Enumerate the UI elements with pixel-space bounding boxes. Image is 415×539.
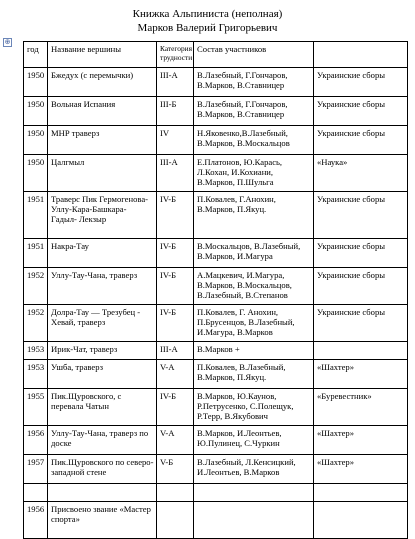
header-members: Состав участников [194, 42, 314, 68]
cell-notes: «Шахтер» [314, 455, 408, 484]
cell-members: А.Мацкевич, И.Магура, В.Марков, В.Москальцов, В.Лазебный, В.Степанов [194, 268, 314, 305]
table-row [24, 68, 408, 97]
cell-members: Е.Платонов, Ю.Карась, Л.Кохан, И.Кохиани, В.Марков, П.Шульга [194, 155, 314, 192]
cell-category [157, 502, 194, 539]
cell-year: 1956 [24, 502, 48, 539]
cell-peak: Вольная Испания [48, 97, 157, 126]
document-title: Книжка Альпиниста (неполная) [132, 8, 283, 20]
cell-peak: Уллу-Тау-Чана, траверз по доске [48, 426, 157, 455]
table-row [24, 502, 408, 539]
cell-notes [314, 502, 408, 539]
cell-notes [314, 484, 408, 502]
table-row [24, 192, 408, 239]
cell-peak: Долра-Тау — Трезубец - Хевай, траверз [48, 305, 157, 342]
cell-notes: Украинские сборы [314, 268, 408, 305]
cell-notes: Украинские сборы [314, 239, 408, 268]
cell-year: 1950 [24, 155, 48, 192]
cell-members: В.Лазебный, Л.Кенсицкий, И.Леонтьев, В.Марков [194, 455, 314, 484]
cell-members: П.Ковалев, Г. Анохин, П.Брусенцов, В.Лазебный, И.Магура, В.Марков [194, 305, 314, 342]
cell-members [194, 502, 314, 539]
cell-notes: Украинские сборы [314, 192, 408, 239]
cell-members: В.Лазебный, Г.Гончаров, В.Марков, В.Ставницер [194, 68, 314, 97]
table-header-row [24, 42, 408, 68]
cell-notes: Украинские сборы [314, 68, 408, 97]
cell-members: П.Ковалев, Г.Анохин, В.Марков, П.Якуц. [194, 192, 314, 239]
cell-peak: Уллу-Тау-Чана, траверз [48, 268, 157, 305]
cell-members: В.Марков, Ю.Каунов, Р.Петрусенко, С.Полещук, Р.Терр, В.Якубович [194, 389, 314, 426]
table-row [24, 268, 408, 305]
cell-members [194, 484, 314, 502]
cell-peak: Накра-Тау [48, 239, 157, 268]
table-row [24, 155, 408, 192]
cell-category: IV-Б [157, 389, 194, 426]
cell-members: В.Москальцов, В.Лазебный, В.Марков, И.Магура [194, 239, 314, 268]
cell-notes: Украинские сборы [314, 97, 408, 126]
cell-peak: Пик.Щуровского по северо-западной стене [48, 455, 157, 484]
cell-year: 1952 [24, 268, 48, 305]
table-row [24, 389, 408, 426]
cell-peak: Цалгмыл [48, 155, 157, 192]
cell-peak: Траверс Пик Гермогенова- Уллу-Кара-Башкара- Гадыл- Лекзыр [48, 192, 157, 239]
table-row [24, 126, 408, 155]
cell-year: 1951 [24, 239, 48, 268]
cell-year: 1952 [24, 305, 48, 342]
table-row [24, 484, 408, 502]
document-subtitle: Марков Валерий Григорьевич [137, 22, 278, 34]
cell-category: IV-Б [157, 239, 194, 268]
cell-notes: «Шахтер» [314, 426, 408, 455]
cell-notes [314, 342, 408, 360]
table-row [24, 426, 408, 455]
cell-peak [48, 484, 157, 502]
cell-category: III-А [157, 342, 194, 360]
cell-members: Н.Яковенко,В.Лазебный, В.Марков, В.Москальцов [194, 126, 314, 155]
cell-notes: «Буревестник» [314, 389, 408, 426]
table-row [24, 360, 408, 389]
cell-notes: «Наука» [314, 155, 408, 192]
cell-year: 1950 [24, 126, 48, 155]
table-row [24, 455, 408, 484]
table-row [24, 342, 408, 360]
cell-peak: Пик.Щуровского, с перевала Чатын [48, 389, 157, 426]
cell-year: 1950 [24, 97, 48, 126]
cell-year: 1956 [24, 426, 48, 455]
cell-category: III-А [157, 155, 194, 192]
cell-peak: Бжедух (с перемычки) [48, 68, 157, 97]
cell-category: IV-Б [157, 305, 194, 342]
cell-notes: Украинские сборы [314, 305, 408, 342]
cell-year: 1953 [24, 360, 48, 389]
cell-members: В.Марков + [194, 342, 314, 360]
cell-category: IV-Б [157, 192, 194, 239]
table-move-handle-icon[interactable]: ⊕ [4, 38, 11, 46]
cell-category: V-А [157, 360, 194, 389]
header-notes [314, 42, 408, 68]
cell-category: III-Б [157, 97, 194, 126]
cell-notes: «Шахтер» [314, 360, 408, 389]
table-row [24, 97, 408, 126]
cell-category: IV [157, 126, 194, 155]
table-row [24, 239, 408, 268]
table-row [24, 305, 408, 342]
cell-year: 1951 [24, 192, 48, 239]
cell-year: 1955 [24, 389, 48, 426]
cell-notes: Украинские сборы [314, 126, 408, 155]
cell-peak: Ирик-Чат, траверз [48, 342, 157, 360]
header-category: Категория трудности [157, 42, 194, 68]
cell-category: V-А [157, 426, 194, 455]
cell-members: В.Лазебный, Г.Гончаров, В.Марков, В.Ставницер [194, 97, 314, 126]
cell-category: V-Б [157, 455, 194, 484]
ascent-log-table [23, 41, 408, 539]
cell-peak: Присвоено звание «Мастер спорта» [48, 502, 157, 539]
cell-year: 1953 [24, 342, 48, 360]
header-peak: Название вершины [48, 42, 157, 68]
cell-year: 1950 [24, 68, 48, 97]
cell-category [157, 484, 194, 502]
cell-members: П.Ковалев, В.Лазебный, В.Марков, П.Якуц. [194, 360, 314, 389]
cell-members: В.Марков, И.Леонтьев, Ю.Пулинец, С.Чуркин [194, 426, 314, 455]
header-year: год [24, 42, 48, 68]
cell-category: III-А [157, 68, 194, 97]
cell-peak: Ушба, траверз [48, 360, 157, 389]
cell-year [24, 484, 48, 502]
cell-category: IV-Б [157, 268, 194, 305]
cell-peak: МНР траверз [48, 126, 157, 155]
cell-year: 1957 [24, 455, 48, 484]
